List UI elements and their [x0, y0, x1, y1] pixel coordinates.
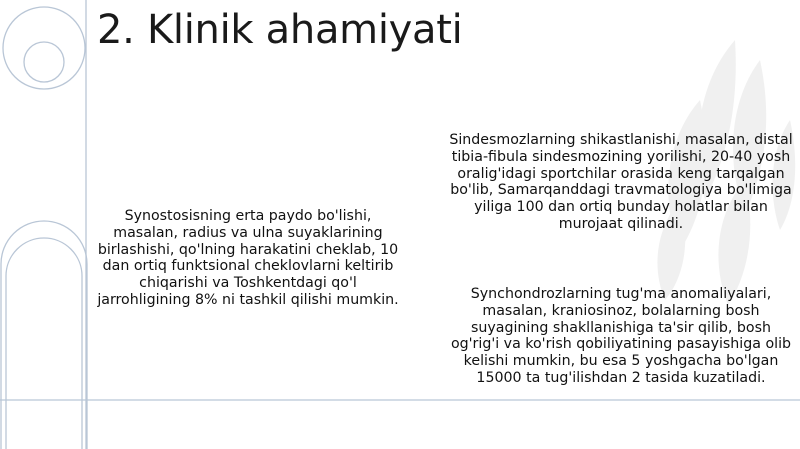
deco-circle-small [24, 42, 64, 82]
right-top-paragraph: Sindesmozlarning shikastlanishi, masalan, distal tibia-fibula sindesmozining yorilishi, 20-40 yosh oralig'idagi sportchilar orasida keng tarqalgan bo'lib, Samarqanddagi travmatologiya bo'limiga yiliga 100 dan ortiq bunday holatlar bilan murojaat qilinadi. [449, 132, 793, 232]
left-paragraph: Synostosisning erta paydo bo'lishi, masalan, radius va ulna suyaklarining birlashishi, qo'lning harakatini cheklab, 10 dan ortiq funktsional cheklovlarni keltirib chiqarishi va Toshkentdagi qo'l jarrohligining 8% ni tashkil qilishi mumkin. [97, 208, 399, 308]
right-bottom-paragraph: Synchondrozlarning tug'ma anomaliyalari, masalan, kraniosinoz, bolalarning bosh suyagining shakllanishiga ta'sir qilib, bosh og'rig'i va ko'rish qobiliyatining pasayishiga olib kelishi mumkin, bu esa 5 yoshgacha bo'lgan 15000 ta tug'ilishdan 2 tasida kuzatiladi. [450, 286, 792, 386]
deco-circle-large [3, 7, 85, 89]
deco-arch-outer [1, 221, 87, 449]
slide-title: 2. Klinik ahamiyati [97, 7, 463, 53]
deco-arch-inner [6, 238, 82, 449]
